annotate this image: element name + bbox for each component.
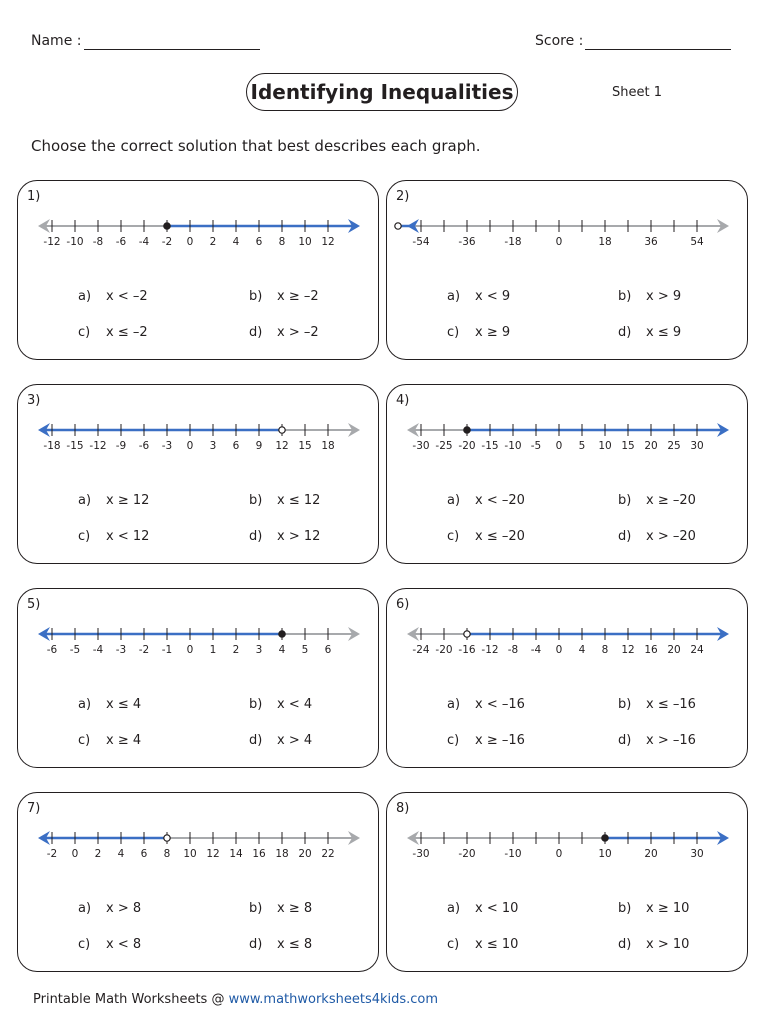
tick-label: 0: [186, 644, 194, 656]
open-endpoint: [279, 427, 285, 433]
option-letter: d): [249, 529, 263, 544]
option-letter: c): [78, 325, 91, 340]
tick-label: 2: [94, 848, 102, 860]
tick-label: 20: [644, 440, 658, 452]
tick-label: -15: [66, 440, 84, 452]
option-text: x > 9: [646, 289, 682, 304]
page-title: [246, 73, 518, 111]
option-text: x ≤ 8: [277, 937, 313, 952]
tick-label: 0: [555, 644, 563, 656]
tick-label: 25: [667, 440, 681, 452]
tick-label: -4: [92, 644, 104, 656]
answer-option[interactable]: [618, 697, 696, 712]
tick-label: -20: [435, 644, 453, 656]
option-text: x ≥ 9: [475, 325, 511, 340]
option-text: x < 12: [106, 529, 150, 544]
option-text: x < –16: [475, 697, 525, 712]
option-text: x > 4: [277, 733, 313, 748]
answer-option[interactable]: [618, 289, 681, 304]
tick-label: 9: [255, 440, 263, 452]
question-number: 8): [396, 801, 410, 816]
tick-label: 20: [298, 848, 312, 860]
answer-option[interactable]: [249, 529, 320, 544]
answer-option[interactable]: [78, 901, 141, 916]
option-letter: a): [447, 901, 461, 916]
answer-option[interactable]: [78, 325, 148, 340]
question-card: [17, 384, 379, 564]
option-text: x ≥ 4: [106, 733, 142, 748]
tick-label: -2: [161, 236, 173, 248]
option-text: x ≥ –20: [646, 493, 696, 508]
option-letter: b): [249, 901, 263, 916]
tick-label: 0: [555, 440, 563, 452]
tick-label: 10: [598, 848, 612, 860]
tick-label: 4: [232, 236, 240, 248]
tick-label: -6: [115, 236, 127, 248]
option-text: x ≥ 12: [106, 493, 150, 508]
tick-label: 16: [252, 848, 266, 860]
question-number: 7): [27, 801, 41, 816]
option-text: x ≤ –20: [475, 529, 525, 544]
tick-label: 8: [278, 236, 286, 248]
option-text: x ≥ –2: [277, 289, 319, 304]
tick-label: 5: [301, 644, 309, 656]
number-line: [18, 819, 380, 865]
tick-label: -1: [161, 644, 173, 656]
option-letter: d): [618, 529, 632, 544]
tick-label: -10: [504, 440, 522, 452]
answer-option[interactable]: [447, 289, 510, 304]
answer-option[interactable]: [618, 901, 689, 916]
option-letter: d): [618, 325, 632, 340]
tick-label: 12: [275, 440, 289, 452]
tick-label: -10: [504, 848, 522, 860]
tick-label: 18: [321, 440, 335, 452]
question-number: 5): [27, 597, 41, 612]
option-letter: b): [618, 901, 632, 916]
closed-endpoint: [279, 631, 285, 637]
tick-label: -54: [412, 236, 430, 248]
option-letter: c): [447, 937, 460, 952]
answer-option[interactable]: [78, 529, 149, 544]
option-letter: c): [447, 733, 460, 748]
tick-label: 12: [206, 848, 220, 860]
option-text: x < 10: [475, 901, 519, 916]
answer-option[interactable]: [249, 697, 312, 712]
name-line[interactable]: [84, 49, 260, 50]
answer-option[interactable]: [249, 901, 312, 916]
tick-label: 6: [232, 440, 240, 452]
instructions: Choose the correct solution that best describes each graph.: [31, 137, 481, 155]
tick-label: -18: [43, 440, 61, 452]
tick-label: 1: [209, 644, 217, 656]
option-text: x ≤ –16: [646, 697, 696, 712]
tick-label: 20: [667, 644, 681, 656]
option-letter: a): [78, 493, 92, 508]
question-card: [17, 588, 379, 768]
question-card: [17, 180, 379, 360]
option-letter: b): [618, 289, 632, 304]
tick-label: 0: [555, 236, 563, 248]
question-number: 3): [27, 393, 41, 408]
tick-label: 4: [278, 644, 286, 656]
answer-option[interactable]: [249, 493, 320, 508]
tick-label: 10: [183, 848, 197, 860]
tick-label: 2: [209, 236, 217, 248]
tick-label: -20: [458, 440, 476, 452]
option-letter: a): [447, 289, 461, 304]
option-letter: c): [78, 529, 91, 544]
tick-label: 6: [140, 848, 148, 860]
tick-label: 4: [578, 644, 586, 656]
option-letter: b): [249, 697, 263, 712]
tick-label: -6: [46, 644, 58, 656]
tick-label: -6: [138, 440, 150, 452]
answer-option[interactable]: [447, 901, 518, 916]
closed-endpoint: [602, 835, 608, 841]
tick-label: -24: [412, 644, 430, 656]
tick-label: -12: [481, 644, 499, 656]
tick-label: 54: [690, 236, 704, 248]
tick-label: 24: [690, 644, 704, 656]
option-text: x > 10: [646, 937, 690, 952]
tick-label: -8: [92, 236, 104, 248]
answer-option[interactable]: [618, 493, 696, 508]
tick-label: -15: [481, 440, 499, 452]
option-letter: a): [78, 289, 92, 304]
footer-prefix: Printable Math Worksheets @: [33, 992, 229, 1007]
tick-label: -4: [530, 644, 542, 656]
footer: [33, 992, 438, 1007]
tick-label: -18: [504, 236, 522, 248]
tick-label: 0: [555, 848, 563, 860]
answer-option[interactable]: [618, 733, 696, 748]
tick-label: 14: [229, 848, 243, 860]
option-letter: d): [618, 937, 632, 952]
tick-label: 3: [255, 644, 263, 656]
tick-label: 12: [621, 644, 635, 656]
tick-label: 10: [298, 236, 312, 248]
tick-label: 4: [117, 848, 125, 860]
option-letter: c): [78, 937, 91, 952]
question-card: [386, 180, 748, 360]
option-text: x < 8: [106, 937, 142, 952]
tick-label: -12: [43, 236, 61, 248]
option-letter: b): [249, 493, 263, 508]
open-endpoint: [395, 223, 401, 229]
tick-label: 15: [298, 440, 312, 452]
tick-label: 10: [598, 440, 612, 452]
option-text: x ≤ 4: [106, 697, 142, 712]
option-letter: b): [618, 493, 632, 508]
open-endpoint: [164, 835, 170, 841]
option-text: x > –2: [277, 325, 319, 340]
option-text: x ≥ 10: [646, 901, 690, 916]
answer-option[interactable]: [78, 289, 148, 304]
tick-label: 18: [275, 848, 289, 860]
tick-label: -16: [458, 644, 476, 656]
tick-label: 0: [186, 440, 194, 452]
option-letter: a): [78, 697, 92, 712]
tick-label: 6: [324, 644, 332, 656]
tick-label: -20: [458, 848, 476, 860]
number-line: [18, 615, 380, 661]
option-text: x ≥ –16: [475, 733, 525, 748]
option-letter: d): [249, 325, 263, 340]
answer-option[interactable]: [618, 325, 681, 340]
question-number: 4): [396, 393, 410, 408]
answer-option[interactable]: [249, 289, 319, 304]
tick-label: -30: [412, 440, 430, 452]
option-text: x > 8: [106, 901, 142, 916]
tick-label: -2: [138, 644, 150, 656]
option-text: x ≤ 9: [646, 325, 682, 340]
tick-label: 8: [163, 848, 171, 860]
option-letter: c): [78, 733, 91, 748]
tick-label: -3: [115, 644, 127, 656]
question-card: [17, 792, 379, 972]
number-line: [387, 207, 749, 253]
closed-endpoint: [464, 427, 470, 433]
option-letter: a): [78, 901, 92, 916]
tick-label: 16: [644, 644, 658, 656]
number-line: [387, 411, 749, 457]
tick-label: 6: [255, 236, 263, 248]
tick-label: -4: [138, 236, 150, 248]
answer-option[interactable]: [78, 697, 141, 712]
score-label: Score :: [535, 33, 584, 49]
name-label: Name :: [31, 33, 82, 49]
tick-label: 5: [578, 440, 586, 452]
option-letter: b): [249, 289, 263, 304]
tick-label: -36: [458, 236, 476, 248]
tick-label: -5: [69, 644, 81, 656]
option-text: x ≤ 12: [277, 493, 321, 508]
answer-option[interactable]: [618, 937, 689, 952]
tick-label: -12: [89, 440, 107, 452]
option-text: x < 4: [277, 697, 313, 712]
answer-option[interactable]: [78, 937, 141, 952]
tick-label: -3: [161, 440, 173, 452]
tick-label: 0: [71, 848, 79, 860]
option-letter: a): [447, 493, 461, 508]
tick-label: 20: [644, 848, 658, 860]
tick-label: 18: [598, 236, 612, 248]
option-letter: b): [618, 697, 632, 712]
option-text: x > –16: [646, 733, 696, 748]
number-line: [18, 411, 380, 457]
answer-option[interactable]: [78, 733, 141, 748]
open-endpoint: [464, 631, 470, 637]
page-title-text: Identifying Inequalities: [250, 80, 514, 104]
option-text: x < –2: [106, 289, 148, 304]
tick-label: 2: [232, 644, 240, 656]
question-number: 1): [27, 189, 41, 204]
tick-label: 36: [644, 236, 658, 248]
question-number: 2): [396, 189, 410, 204]
option-text: x ≤ 10: [475, 937, 519, 952]
option-text: x < 9: [475, 289, 511, 304]
number-line: [387, 819, 749, 865]
option-letter: c): [447, 325, 460, 340]
option-text: x > –20: [646, 529, 696, 544]
option-letter: d): [618, 733, 632, 748]
option-text: x ≥ 8: [277, 901, 313, 916]
closed-endpoint: [164, 223, 170, 229]
answer-option[interactable]: [447, 325, 510, 340]
option-letter: d): [249, 937, 263, 952]
number-line: [18, 207, 380, 253]
question-number: 6): [396, 597, 410, 612]
number-line: [387, 615, 749, 661]
answer-option[interactable]: [447, 529, 525, 544]
answer-option[interactable]: [447, 937, 518, 952]
answer-option[interactable]: [447, 733, 525, 748]
tick-label: -30: [412, 848, 430, 860]
option-text: x ≤ –2: [106, 325, 148, 340]
answer-option[interactable]: [249, 325, 319, 340]
answer-option[interactable]: [249, 937, 312, 952]
tick-label: -10: [66, 236, 84, 248]
tick-label: 22: [321, 848, 335, 860]
tick-label: 3: [209, 440, 217, 452]
answer-option[interactable]: [447, 493, 525, 508]
question-card: [386, 792, 748, 972]
tick-label: -8: [507, 644, 519, 656]
score-line[interactable]: [585, 49, 731, 50]
answer-option[interactable]: [447, 697, 525, 712]
option-text: x < –20: [475, 493, 525, 508]
footer-link[interactable]: www.mathworksheets4kids.com: [228, 992, 439, 1007]
answer-option[interactable]: [78, 493, 149, 508]
tick-label: 12: [321, 236, 335, 248]
question-card: [386, 588, 748, 768]
tick-label: 30: [690, 440, 704, 452]
answer-option[interactable]: [618, 529, 696, 544]
question-card: [386, 384, 748, 564]
answer-option[interactable]: [249, 733, 312, 748]
option-letter: a): [447, 697, 461, 712]
tick-label: -2: [46, 848, 58, 860]
tick-label: -9: [115, 440, 127, 452]
tick-label: 15: [621, 440, 635, 452]
tick-label: 8: [601, 644, 609, 656]
tick-label: -5: [530, 440, 542, 452]
tick-label: -25: [435, 440, 453, 452]
option-letter: d): [249, 733, 263, 748]
sheet-label: Sheet 1: [612, 85, 662, 100]
tick-label: 0: [186, 236, 194, 248]
option-text: x > 12: [277, 529, 321, 544]
tick-label: 30: [690, 848, 704, 860]
option-letter: c): [447, 529, 460, 544]
